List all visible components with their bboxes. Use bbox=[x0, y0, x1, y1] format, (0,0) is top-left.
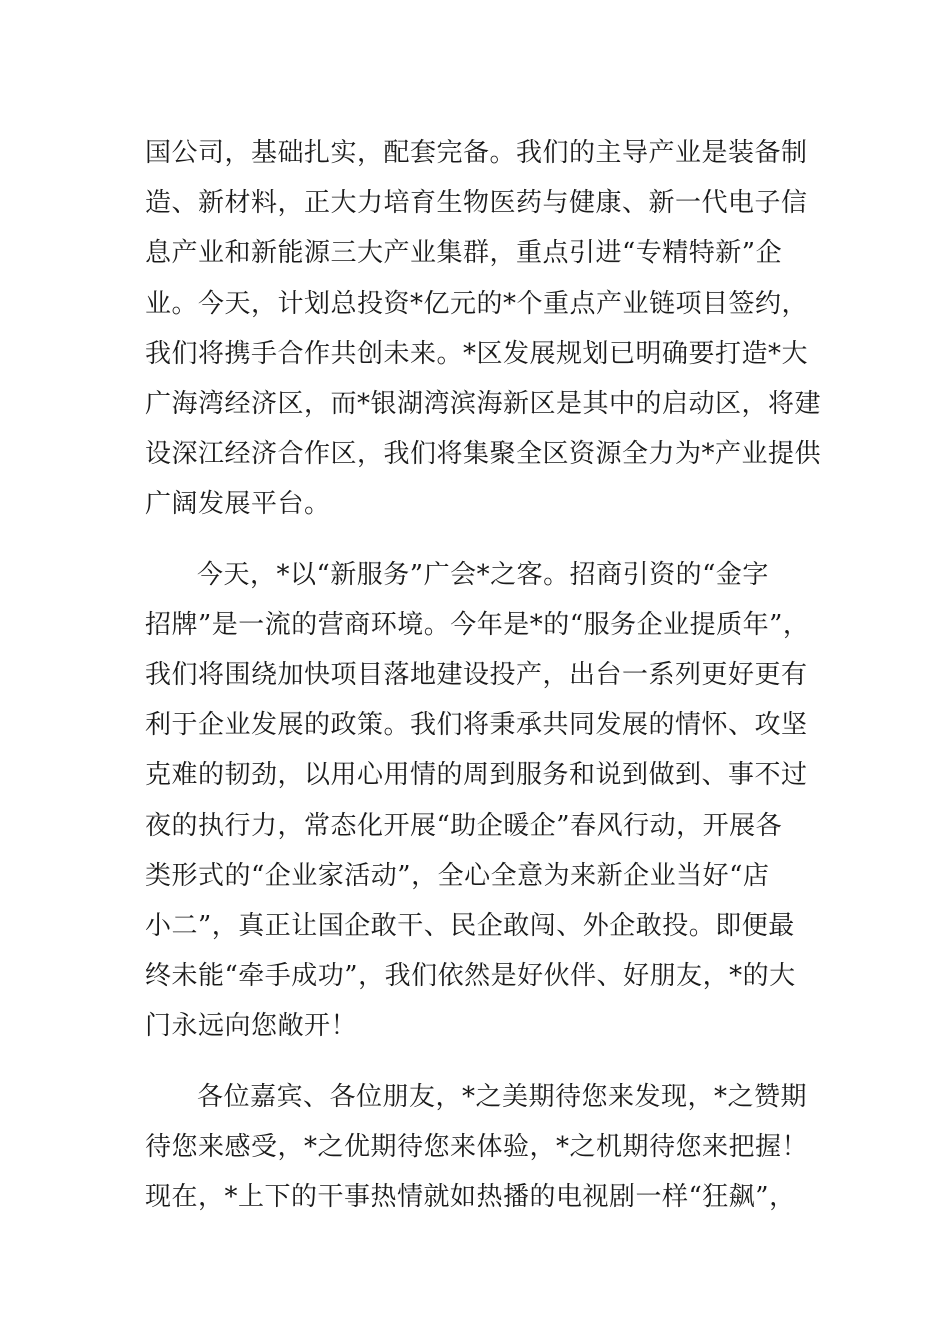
text-line: 现在，*上下的干事热情就如热播的电视剧一样“狂飙”， bbox=[145, 1182, 796, 1213]
text-line: 息产业和新能源三大产业集群，重点引进“专精特新”企 bbox=[145, 238, 783, 269]
paragraph-1 bbox=[145, 128, 822, 530]
text-line: 今天，*以“新服务”广会*之客。招商引资的“金字 bbox=[197, 559, 769, 590]
text-line: 克难的韧劲，以用心用情的周到服务和说到做到、事不过 bbox=[145, 760, 808, 791]
text-line: 夜的执行力，常态化开展“助企暖企”春风行动，开展各 bbox=[145, 810, 783, 841]
text-line: 造、新材料，正大力培育生物医药与健康、新一代电子信 bbox=[145, 188, 808, 219]
paragraph-3 bbox=[145, 1072, 809, 1223]
paragraph-2 bbox=[145, 550, 810, 1052]
text-line: 各位嘉宾、各位朋友，*之美期待您来发现，*之赞期 bbox=[197, 1081, 808, 1112]
text-line: 我们将围绕加快项目落地建设投产，出台一系列更好更有 bbox=[145, 660, 808, 691]
text-line: 广阔发展平台。 bbox=[145, 489, 331, 520]
text-line: 终未能“牵手成功”，我们依然是好伙伴、好朋友，*的大 bbox=[145, 961, 796, 992]
text-line: 业。今天，计划总投资*亿元的*个重点产业链项目签约， bbox=[145, 288, 809, 319]
text-line: 我们将携手合作共创未来。*区发展规划已明确要打造*大 bbox=[145, 338, 809, 369]
text-line: 门永远向您敞开！ bbox=[145, 1011, 358, 1042]
text-line: 国公司，基础扎实，配套完备。我们的主导产业是装备制 bbox=[145, 138, 808, 168]
text-line: 利于企业发展的政策。我们将秉承共同发展的情怀、攻坚 bbox=[145, 710, 808, 741]
text-line: 招牌”是一流的营商环境。今年是*的“服务企业提质年”， bbox=[145, 609, 810, 640]
text-line: 待您来感受，*之优期待您来体验，*之机期待您来把握！ bbox=[145, 1131, 809, 1162]
text-line: 广海湾经济区，而*银湖湾滨海新区是其中的启动区，将建 bbox=[145, 389, 822, 420]
document-body bbox=[145, 128, 822, 1222]
text-line: 小二”，真正让国企敢干、民企敢闯、外企敢投。即便最 bbox=[145, 911, 795, 942]
text-line: 类形式的“企业家活动”，全心全意为来新企业当好“店 bbox=[145, 860, 770, 891]
text-line: 设深江经济合作区，我们将集聚全区资源全力为*产业提供 bbox=[145, 439, 822, 470]
